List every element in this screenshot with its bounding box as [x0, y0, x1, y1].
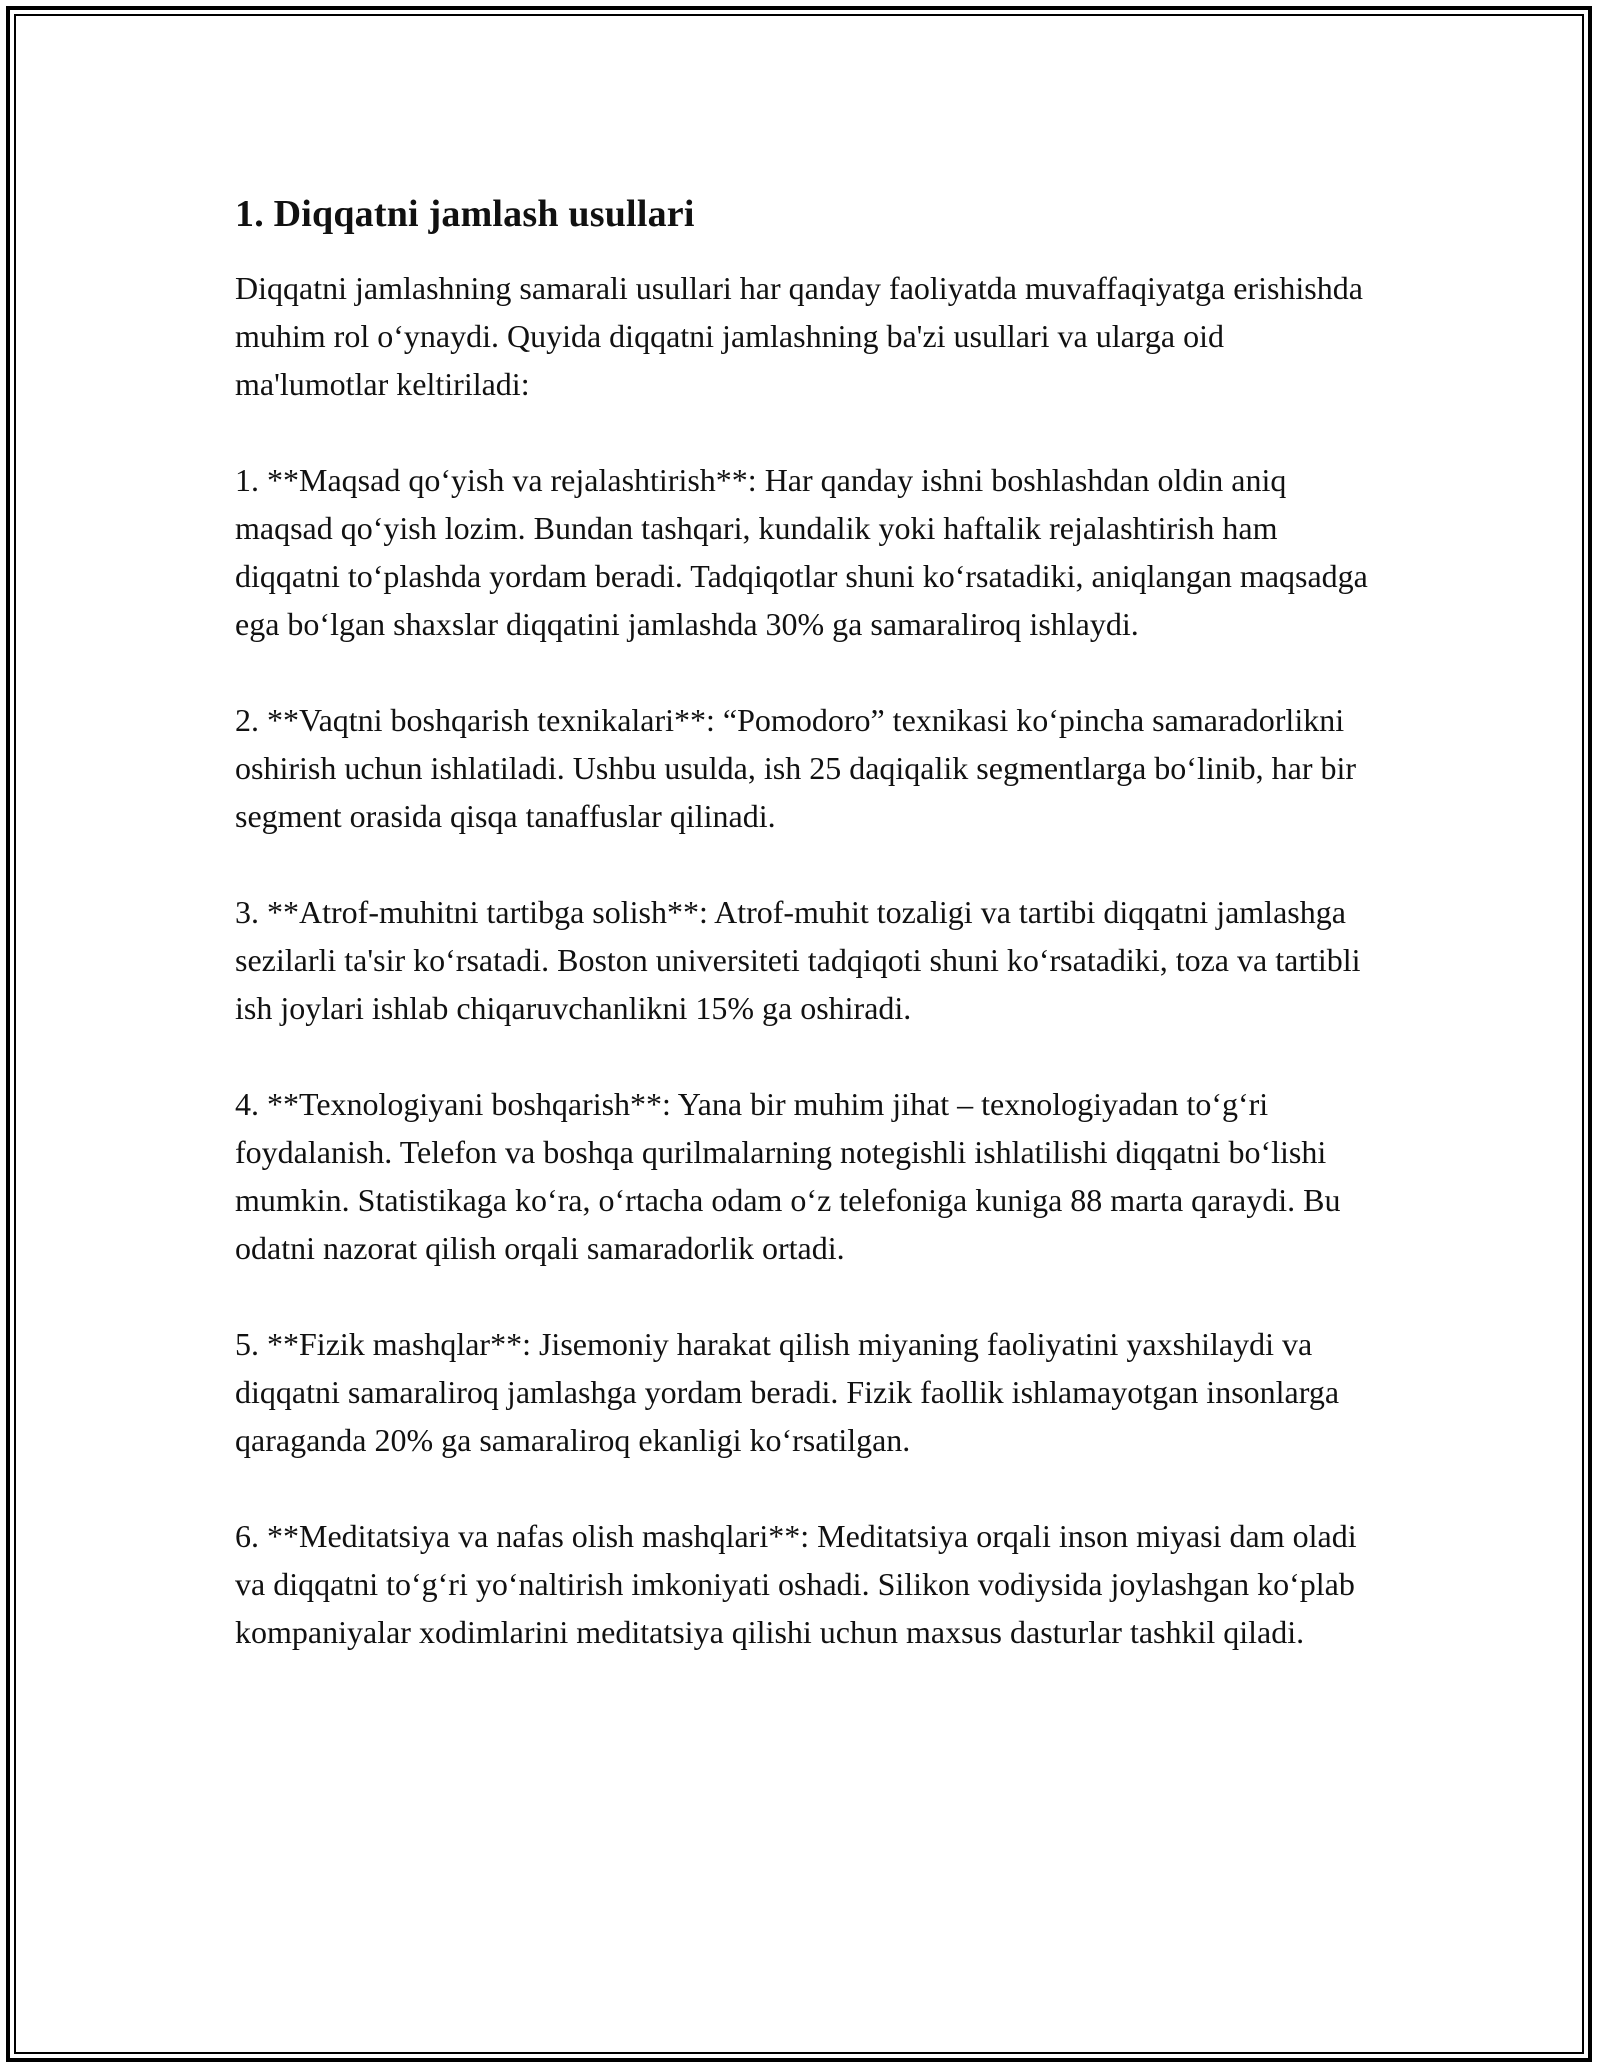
list-item: 4. **Texnologiyani boshqarish**: Yana bir muhim jihat – texnologiyadan to‘g‘ri foydalanish. Telefon va boshqa qurilmalarning notegishli ishlatilishi diqqatni bo‘lishi mumkin. Statistikaga ko‘ra, o‘rtacha odam o‘z telefoniga kuniga 88 marta qaraydi. Bu odatni nazorat qilish orqali samaradorlik ortadi.	[235, 1086, 1341, 1266]
document-title: 1. Diqqatni jamlash usullari	[235, 193, 695, 235]
list-item: 2. **Vaqtni boshqarish texnikalari**: “Pomodoro” texnikasi ko‘pincha samaradorlikni oshirish uchun ishlatiladi. Ushbu usulda, ish 25 daqiqalik segmentlarga bo‘linib, har bir segment orasida qisqa tanaffuslar qilinadi.	[235, 702, 1357, 834]
list-item: 6. **Meditatsiya va nafas olish mashqlari**: Meditatsiya orqali inson miyasi dam oladi va diqqatni to‘g‘ri yo‘naltirish imkoniyati oshadi. Silikon vodiysida joylashgan ko‘plab kompaniyalar xodimlarini meditatsiya qilishi uchun maxsus dasturlar tashkil qiladi.	[235, 1518, 1357, 1650]
list-item: 5. **Fizik mashqlar**: Jisemoniy harakat qilish miyaning faoliyatini yaxshilaydi va diqqatni samaraliroq jamlashga yordam beradi. Fizik faollik ishlamayotgan insonlarga qaraganda 20% ga samaraliroq ekanligi ko‘rsatilgan.	[235, 1326, 1340, 1458]
list-item: 1. **Maqsad qo‘yish va rejalashtirish**: Har qanday ishni boshlashdan oldin aniq maqsad qo‘yish lozim. Bundan tashqari, kundalik yoki haftalik rejalashtirish ham diqqatni to‘plashda yordam beradi. Tadqiqotlar shuni ko‘rsatadiki, aniqlangan maqsadga ega bo‘lgan shaxslar diqqatini jamlashda 30% ga samaraliroq ishlaydi.	[235, 462, 1368, 642]
intro-paragraph: Diqqatni jamlashning samarali usullari har qanday faoliyatda muvaffaqiyatga erishishda muhim rol o‘ynaydi. Quyida diqqatni jamlashning ba'zi usullari va ularga oid ma'lumotlar keltiriladi:	[235, 270, 1363, 402]
list-item: 3. **Atrof-muhitni tartibga solish**: Atrof-muhit tozaligi va tartibi diqqatni jamlashga sezilarli ta'sir ko‘rsatadi. Boston universiteti tadqiqoti shuni ko‘rsatadiki, toza va tartibli ish joylari ishlab chiqaruvchanlikni 15% ga oshiradi.	[235, 894, 1361, 1026]
document-body	[235, 186, 1375, 1704]
